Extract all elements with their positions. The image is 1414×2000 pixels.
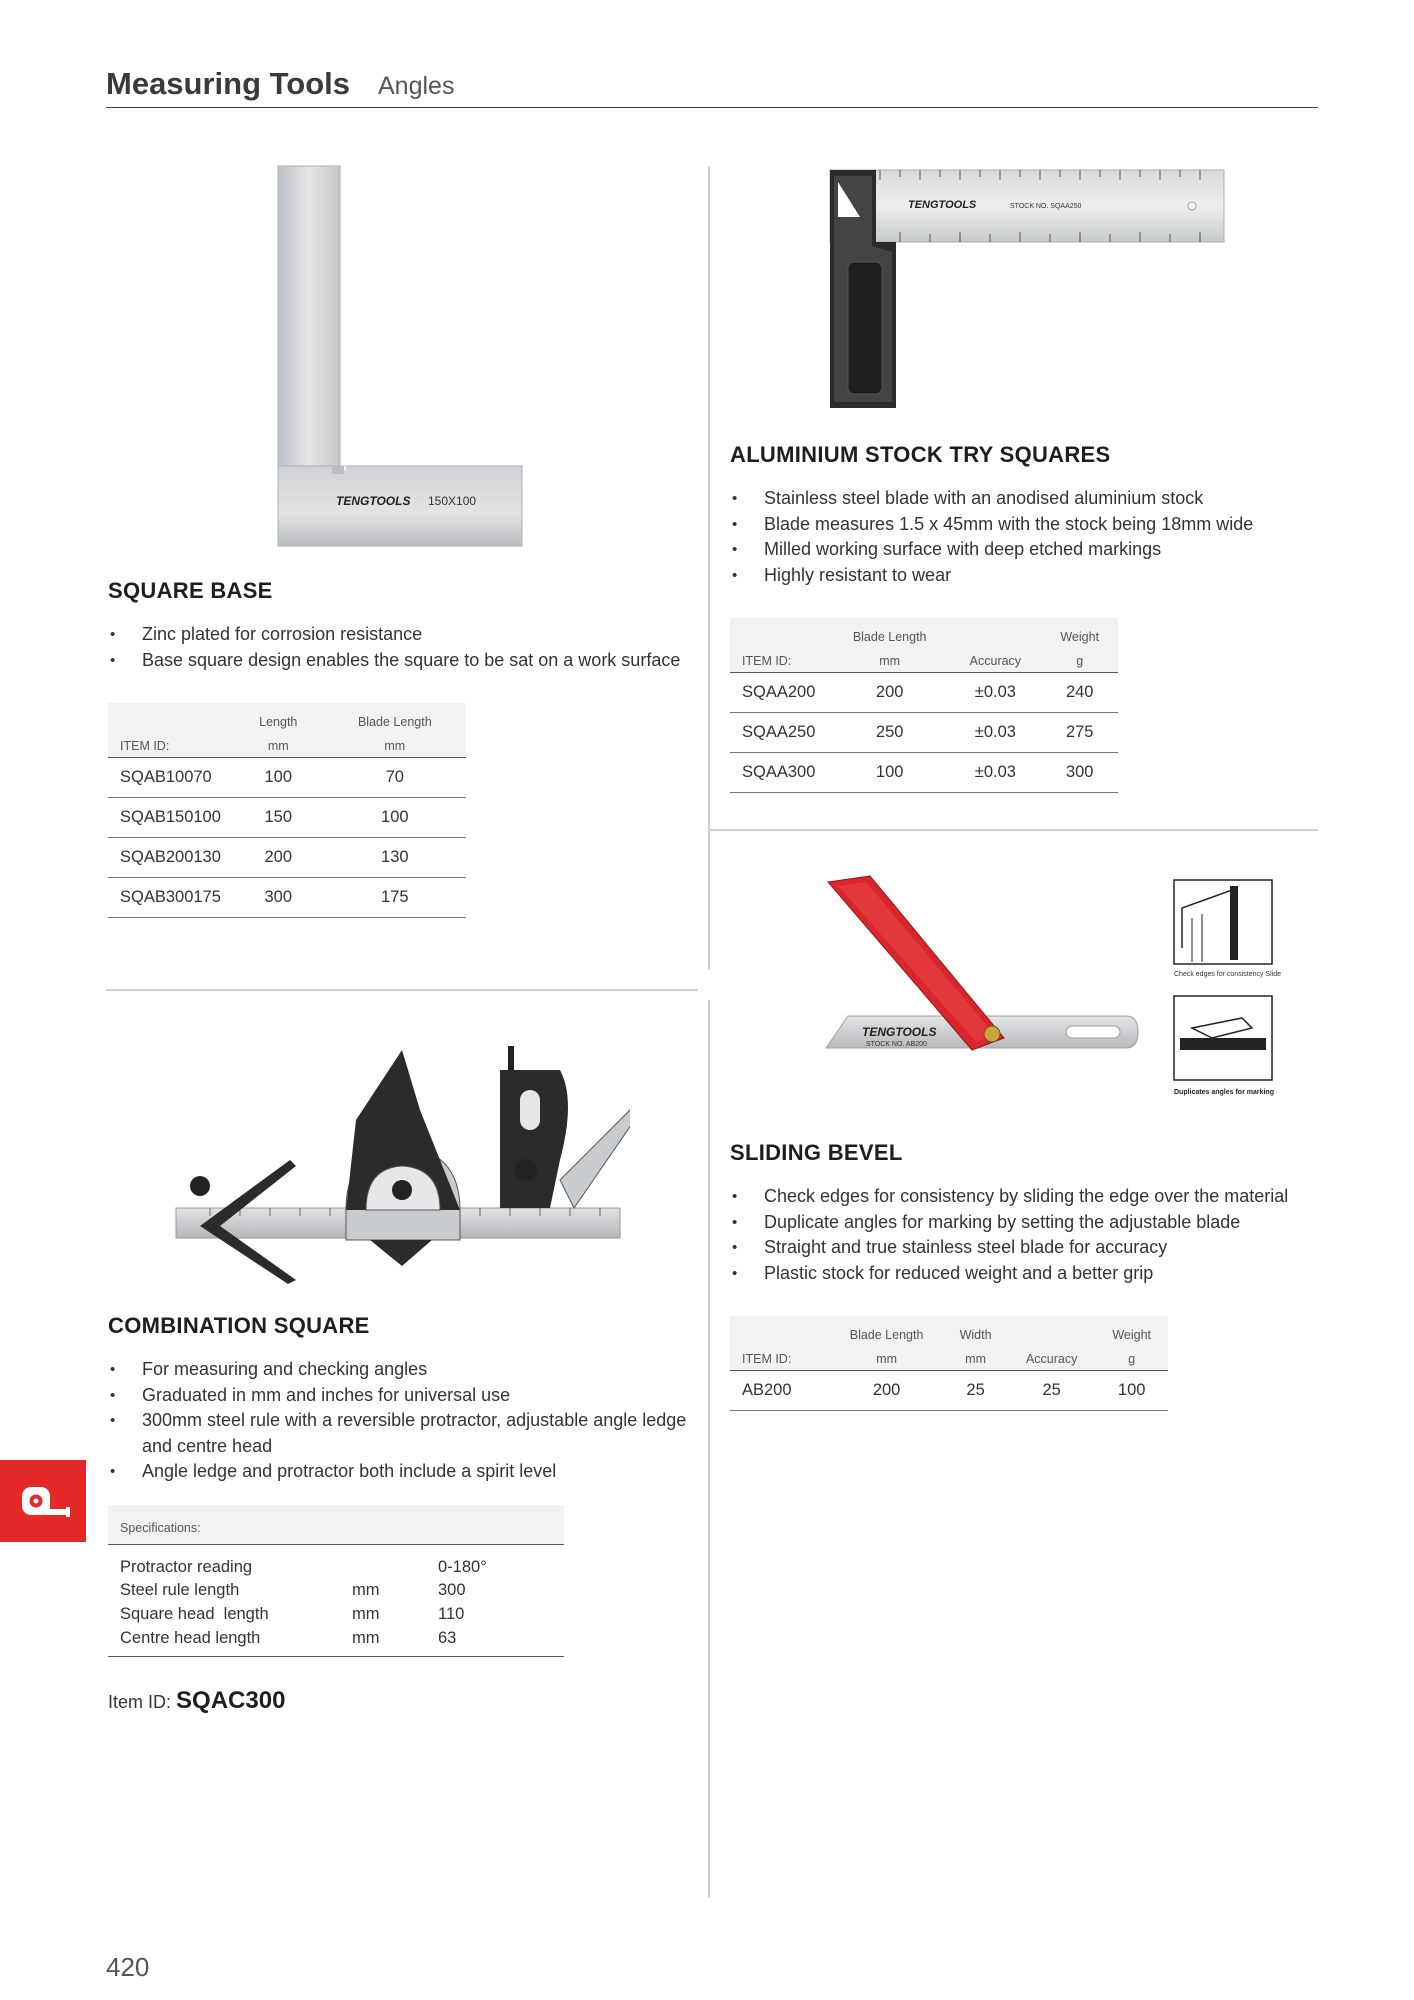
- spec-value: 300: [438, 1581, 466, 1599]
- table-cell: SQAA200: [730, 672, 830, 712]
- sliding-bevel-heading: SLIDING BEVEL: [730, 1140, 903, 1165]
- section-divider-right: [708, 829, 1318, 831]
- table-header: ITEM ID:: [730, 1346, 830, 1370]
- bullet-item: • Stainless steel blade with an anodised aluminium stock: [730, 486, 1330, 512]
- aluminium-section: [730, 442, 1330, 793]
- table-cell: 130: [324, 837, 466, 877]
- table-header: Accuracy: [949, 648, 1041, 672]
- combination-item-id: [108, 1687, 698, 1715]
- sliding-bevel-image: [786, 862, 1142, 1104]
- table-row: [108, 877, 466, 917]
- aluminium-try-square-image: [820, 162, 1230, 416]
- table-cell: 25: [943, 1370, 1008, 1410]
- bullet-item: • 300mm steel rule with a reversible protractor, adjustable angle ledge and centre head: [108, 1408, 698, 1459]
- table-row: [108, 1627, 564, 1657]
- table-header: [730, 1316, 830, 1346]
- aluminium-heading: ALUMINIUM STOCK TRY SQUARES: [730, 442, 1111, 467]
- table-cell: SQAB10070: [108, 757, 233, 797]
- table-row: [108, 1579, 564, 1603]
- bullet-item: • Milled working surface with deep etched markings: [730, 537, 1330, 563]
- table-header: Length: [233, 703, 324, 733]
- spec-value: 0-180°: [438, 1558, 487, 1576]
- table-cell: 200: [233, 837, 324, 877]
- try-square-brand-text: TENGTOOLS: [908, 199, 977, 211]
- table-cell: 25: [1008, 1370, 1095, 1410]
- specifications-box: [108, 1505, 564, 1658]
- square-base-section: [108, 578, 688, 918]
- section-divider-left: [106, 989, 698, 991]
- bullet-item: • Highly resistant to wear: [730, 563, 1330, 589]
- page-subtitle: Angles: [378, 72, 455, 100]
- spec-name: Square head length: [120, 1605, 269, 1623]
- sliding-bevel-bullets: [730, 1184, 1330, 1286]
- table-row: [108, 757, 466, 797]
- aluminium-table: [730, 618, 1118, 793]
- diagram-caption-duplicate: Duplicates angles for marking: [1174, 1089, 1274, 1096]
- bullet-item: • Check edges for consistency by sliding the edge over the material: [730, 1184, 1330, 1210]
- spec-name: Protractor reading: [120, 1558, 253, 1576]
- table-cell: 70: [324, 757, 466, 797]
- table-header: [1008, 1316, 1095, 1346]
- table-cell: 100: [233, 757, 324, 797]
- page-title: Measuring Tools: [106, 66, 351, 101]
- bullet-item: • Angle ledge and protractor both include a spirit level: [108, 1459, 698, 1485]
- table-cell: 250: [830, 712, 949, 752]
- tape-measure-icon: [0, 1460, 86, 1542]
- square-base-brand-text: TENGTOOLS: [336, 494, 411, 508]
- table-row: [108, 797, 466, 837]
- spec-value: 63: [438, 1628, 457, 1647]
- table-cell: 275: [1041, 712, 1118, 752]
- spec-unit: [340, 1545, 426, 1579]
- combination-square-image: [170, 1040, 630, 1290]
- table-cell: SQAB150100: [108, 797, 233, 837]
- square-base-heading: SQUARE BASE: [108, 578, 273, 603]
- table-cell: SQAA250: [730, 712, 830, 752]
- column-divider-top: [708, 166, 710, 970]
- table-cell: 200: [830, 1370, 943, 1410]
- bevel-brand-text: TENGTOOLS: [862, 1025, 937, 1039]
- table-header: ITEM ID:: [730, 648, 830, 672]
- spec-unit: mm: [352, 1581, 380, 1599]
- bullet-item: • Duplicate angles for marking by setting the adjustable blade: [730, 1210, 1330, 1236]
- table-cell: 100: [324, 797, 466, 837]
- table-row: [108, 837, 466, 877]
- bullet-item: • For measuring and checking angles: [108, 1357, 698, 1383]
- table-cell: 100: [830, 752, 949, 792]
- combination-square-bullets: [108, 1357, 698, 1485]
- table-cell: 100: [1095, 1370, 1168, 1410]
- table-header: mm: [324, 733, 466, 757]
- table-cell: AB200: [730, 1370, 830, 1410]
- spec-name: Steel rule length: [120, 1581, 240, 1599]
- table-header: Blade Length: [830, 618, 949, 648]
- table-header: Width: [943, 1316, 1008, 1346]
- table-header: g: [1041, 648, 1118, 672]
- bevel-usage-diagrams: [1172, 878, 1282, 1114]
- table-row: [730, 712, 1118, 752]
- table-cell: 240: [1041, 672, 1118, 712]
- bullet-item: • Graduated in mm and inches for universal use: [108, 1383, 698, 1409]
- try-square-marking-text: STOCK NO. SQAA250: [1010, 203, 1082, 210]
- bullet-item: • Straight and true stainless steel blade for accuracy: [730, 1235, 1330, 1261]
- square-base-bullets: [108, 622, 688, 673]
- table-header: Weight: [1095, 1316, 1168, 1346]
- bullet-item: • Zinc plated for corrosion resistance: [108, 622, 688, 648]
- table-header: Blade Length: [324, 703, 466, 733]
- table-cell: 300: [233, 877, 324, 917]
- sliding-bevel-table: [730, 1316, 1168, 1411]
- table-header: mm: [233, 733, 324, 757]
- table-row: [108, 1603, 564, 1627]
- aluminium-bullets: [730, 486, 1330, 588]
- specifications-table: [108, 1545, 564, 1658]
- bullet-item: • Base square design enables the square to be sat on a work surface: [108, 648, 688, 674]
- table-row: [730, 1370, 1168, 1410]
- specifications-label: Specifications:: [108, 1505, 564, 1545]
- sliding-bevel-section: [730, 1140, 1330, 1411]
- table-cell: SQAB300175: [108, 877, 233, 917]
- spec-unit: mm: [352, 1628, 380, 1647]
- diagram-caption-check: Check edges for consistency Slide: [1174, 971, 1281, 978]
- category-tab[interactable]: [0, 1460, 86, 1542]
- table-header: ITEM ID:: [108, 733, 233, 757]
- table-header: Accuracy: [1008, 1346, 1095, 1370]
- bullet-item: • Blade measures 1.5 x 45mm with the stock being 18mm wide: [730, 512, 1330, 538]
- table-header: mm: [943, 1346, 1008, 1370]
- spec-unit: mm: [352, 1605, 380, 1623]
- table-cell: ±0.03: [949, 712, 1041, 752]
- table-cell: 175: [324, 877, 466, 917]
- spec-name: Centre head length: [120, 1628, 261, 1647]
- table-row: [730, 752, 1118, 792]
- table-cell: ±0.03: [949, 752, 1041, 792]
- spec-value: 110: [438, 1605, 465, 1623]
- page-number: 420: [106, 1952, 150, 1982]
- table-header: mm: [830, 1346, 943, 1370]
- item-id-value: SQAC300: [176, 1687, 286, 1714]
- page-header: [106, 62, 1318, 108]
- square-base-table: [108, 703, 466, 918]
- table-header: [949, 618, 1041, 648]
- combination-square-section: [108, 1313, 698, 1715]
- table-cell: SQAB200130: [108, 837, 233, 877]
- square-base-marking-text: 150X100: [428, 494, 477, 508]
- combination-square-heading: COMBINATION SQUARE: [108, 1313, 370, 1338]
- square-base-image: [270, 160, 530, 552]
- table-cell: 300: [1041, 752, 1118, 792]
- table-header: Weight: [1041, 618, 1118, 648]
- table-cell: SQAA300: [730, 752, 830, 792]
- bevel-marking-text: STOCK NO. AB200: [866, 1041, 927, 1048]
- table-header: g: [1095, 1346, 1168, 1370]
- table-row: [730, 672, 1118, 712]
- table-cell: 200: [830, 672, 949, 712]
- table-row: [108, 1545, 564, 1579]
- item-id-label: Item ID:: [108, 1692, 172, 1712]
- table-cell: 150: [233, 797, 324, 837]
- column-divider-bottom: [708, 1000, 710, 1898]
- table-header: mm: [830, 648, 949, 672]
- table-cell: ±0.03: [949, 672, 1041, 712]
- table-header: [108, 703, 233, 733]
- table-header: Blade Length: [830, 1316, 943, 1346]
- bullet-item: • Plastic stock for reduced weight and a better grip: [730, 1261, 1330, 1287]
- table-header: [730, 618, 830, 648]
